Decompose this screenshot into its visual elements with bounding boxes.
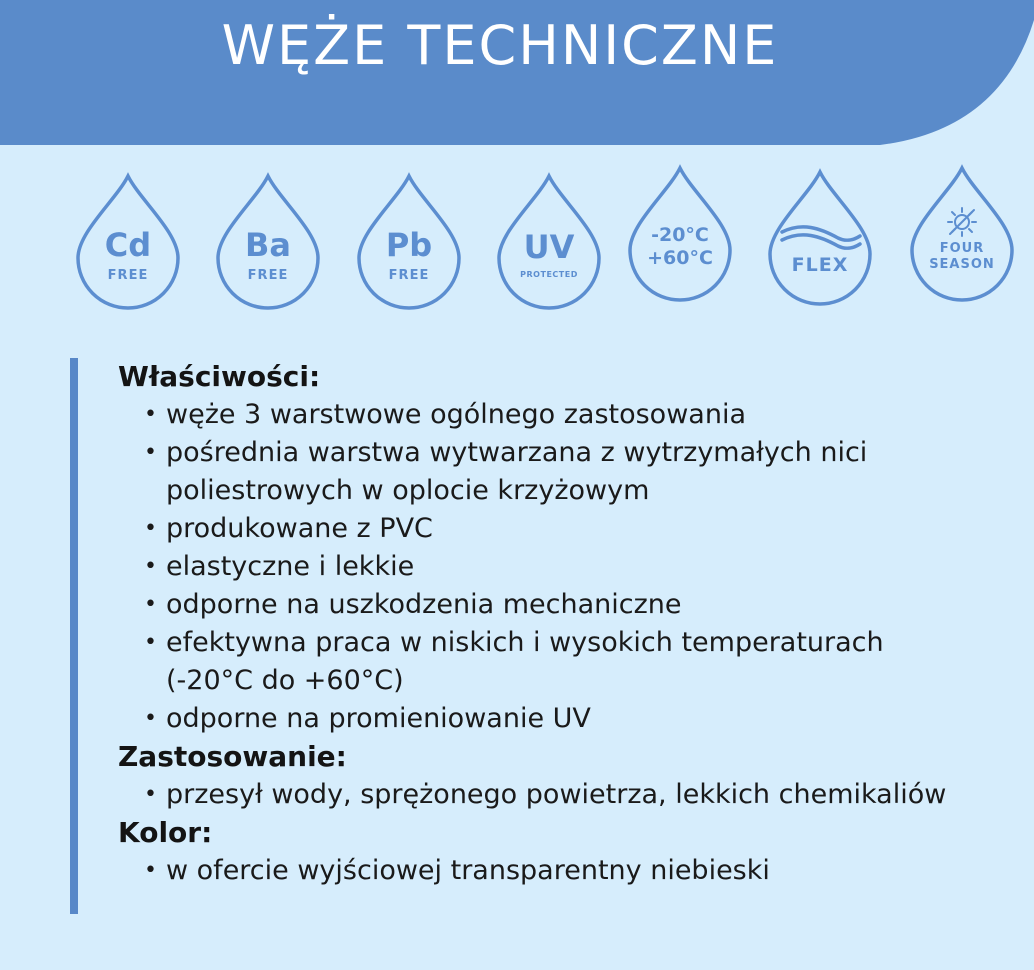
ba-free-icon bbox=[216, 170, 320, 310]
properties-title: Właściwości: bbox=[118, 360, 321, 393]
application-title: Zastosowanie: bbox=[118, 740, 347, 773]
list-item: • węże 3 warstwowe ogólnego zastosowania bbox=[140, 396, 978, 434]
feature-icons-row bbox=[0, 160, 1034, 320]
color-title: Kolor: bbox=[118, 816, 213, 849]
list-item: • odporne na promieniowanie UV bbox=[140, 700, 978, 738]
list-item: • produkowane z PVC bbox=[140, 510, 978, 548]
icon-main-label: Ba bbox=[245, 226, 291, 264]
icon-sub-label: FREE bbox=[107, 268, 149, 283]
properties-list bbox=[140, 396, 978, 738]
list-item: • odporne na uszkodzenia mechaniczne bbox=[140, 586, 978, 624]
pb-free-icon bbox=[357, 170, 461, 310]
list-item: • w ofercie wyjściowej transparentny niebieski bbox=[140, 852, 978, 890]
cd-free-icon bbox=[76, 170, 180, 310]
icon-sub-label: FREE bbox=[247, 268, 289, 283]
product-description bbox=[70, 358, 978, 914]
icon-main-label: FLEX bbox=[791, 254, 849, 276]
temp-max-label: +60°C bbox=[647, 247, 713, 269]
icon-sub-label: FREE bbox=[388, 268, 430, 283]
page-title: WĘŻE TECHNICZNE bbox=[221, 14, 779, 77]
application-list bbox=[140, 776, 978, 814]
temperature-range-icon bbox=[628, 162, 732, 302]
flex-icon bbox=[768, 166, 872, 306]
list-item: • elastyczne i lekkie bbox=[140, 548, 978, 586]
icon-sub-label: PROTECTED bbox=[520, 270, 578, 279]
header-band bbox=[0, 0, 1034, 145]
color-list bbox=[140, 852, 978, 890]
four-season-icon bbox=[910, 162, 1014, 302]
icon-main-label: Pb bbox=[385, 226, 433, 264]
icon-main-label: Cd bbox=[104, 226, 152, 264]
temp-min-label: -20°C bbox=[651, 224, 709, 246]
four-label: FOUR bbox=[939, 241, 985, 256]
list-item: • pośrednia warstwa wytwarzana z wytrzymałych nici poliestrowych w oplocie krzyżowym bbox=[140, 434, 978, 510]
list-item: • efektywna praca w niskich i wysokich temperaturach (-20°C do +60°C) bbox=[140, 624, 978, 700]
icon-main-label: UV bbox=[523, 228, 575, 266]
list-item: • przesył wody, sprężonego powietrza, lekkich chemikaliów bbox=[140, 776, 978, 814]
season-label: SEASON bbox=[929, 257, 995, 272]
uv-protected-icon bbox=[497, 170, 601, 310]
